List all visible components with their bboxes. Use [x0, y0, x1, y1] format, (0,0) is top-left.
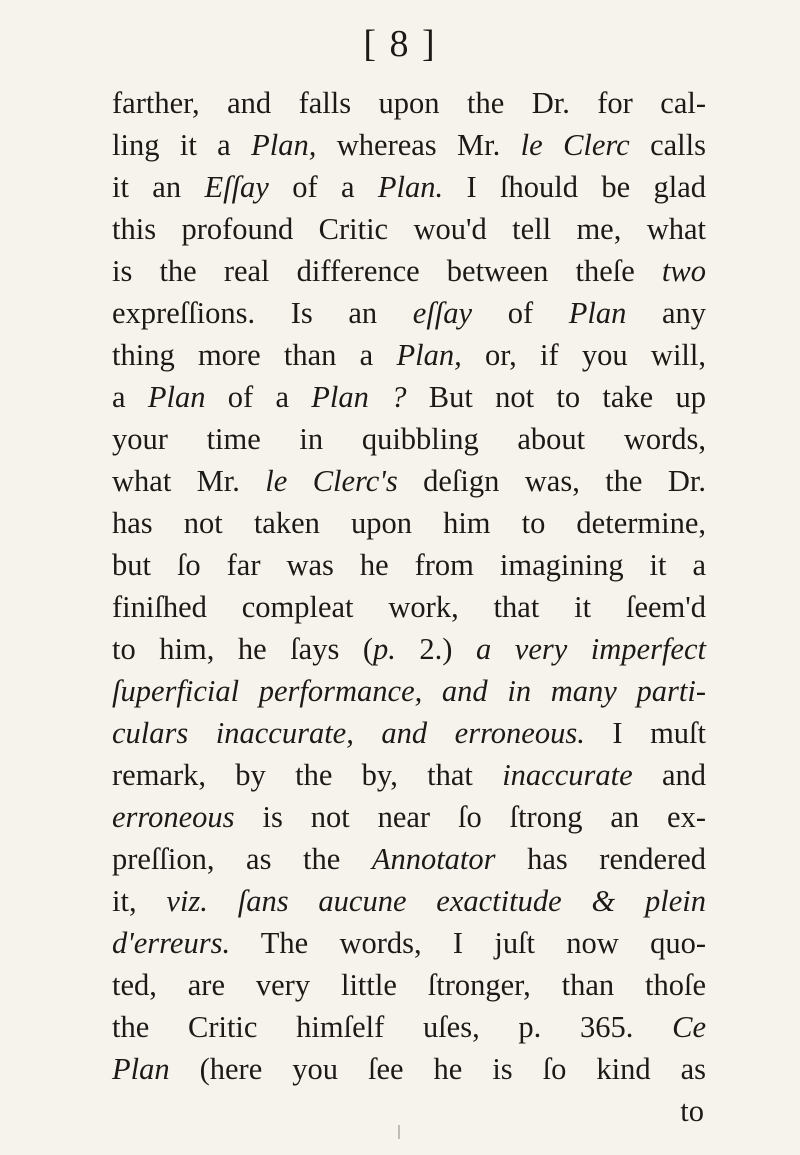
paper-mark: [398, 1125, 400, 1139]
text-line: [112, 502, 706, 544]
italic-run: Ce: [672, 1010, 706, 1044]
text-run: ling it a: [112, 128, 252, 162]
text-line: [112, 418, 706, 460]
italic-run: a very imperfect: [476, 632, 706, 666]
italic-run: Plan: [147, 380, 206, 414]
italic-run: Eſſay: [204, 170, 269, 204]
text-line: [112, 460, 706, 502]
text-run: I ſhould be glad: [443, 170, 706, 204]
text-run: finiſhed compleat work, that it ſeem'd: [112, 590, 706, 624]
text-run: it an: [112, 170, 205, 204]
text-line: [112, 880, 706, 922]
text-run: But not to take up: [406, 380, 706, 414]
text-run: what Mr.: [112, 464, 266, 498]
text-line: [112, 964, 706, 1006]
text-run: is the real difference between theſe: [112, 254, 662, 288]
text-run: has rendered: [495, 842, 706, 876]
text-run: or, if you will,: [461, 338, 707, 372]
text-line: [112, 376, 706, 418]
text-run: thing more than a: [112, 338, 397, 372]
italic-run: viz. ſans aucune exactitude & plein: [166, 884, 706, 918]
italic-run: le Clerc: [520, 128, 630, 162]
text-run: has not taken upon him to determine,: [112, 506, 706, 540]
text-line: [112, 838, 706, 880]
text-line: [112, 250, 706, 292]
text-run: this profound Critic wou'd tell me, what: [112, 212, 706, 246]
text-line: [112, 712, 706, 754]
text-line: [112, 544, 706, 586]
text-line: [112, 628, 706, 670]
text-line: [112, 1006, 706, 1048]
text-run: (here you ſee he is ſo kind as: [169, 1052, 706, 1086]
body-text: [112, 82, 706, 1132]
italic-run: Plan,: [251, 128, 317, 162]
catchword: to: [680, 1094, 704, 1128]
text-run: remark, by the by, that: [112, 758, 503, 792]
text-run: your time in quibbling about words,: [112, 422, 706, 456]
text-line: [112, 166, 706, 208]
text-run: expreſſions. Is an: [112, 296, 413, 330]
text-run: calls: [629, 128, 707, 162]
italic-run: Annotator: [371, 842, 496, 876]
text-run: and: [632, 758, 706, 792]
text-line: [112, 334, 706, 376]
italic-run: Plan ?: [311, 380, 407, 414]
italic-run: ſuperficial performance, and in many parti-: [112, 674, 706, 708]
text-line: [112, 208, 706, 250]
italic-run: erroneous: [112, 800, 235, 834]
text-run: it,: [112, 884, 167, 918]
text-run: but ſo far was he from imagining it a: [112, 548, 706, 582]
text-run: a: [112, 380, 148, 414]
italic-run: Plan,: [396, 338, 462, 372]
italic-run: inaccurate: [502, 758, 633, 792]
text-line: [112, 754, 706, 796]
text-line: [112, 670, 706, 712]
text-run: ted, are very little ſtronger, than thoſe: [112, 968, 706, 1002]
text-line: [112, 586, 706, 628]
text-run: of a: [205, 380, 312, 414]
text-run: to him, he ſays (: [112, 632, 374, 666]
text-run: preſſion, as the: [112, 842, 372, 876]
italic-run: Plan: [568, 296, 627, 330]
italic-run: Plan: [112, 1052, 170, 1086]
text-run: 2.): [395, 632, 476, 666]
text-line: [112, 124, 706, 166]
text-run: deſign was, the Dr.: [397, 464, 706, 498]
italic-run: two: [661, 254, 706, 288]
text-run: of: [472, 296, 569, 330]
text-run: the Critic himſelf uſes, p. 365.: [112, 1010, 673, 1044]
text-run: I muſt: [584, 716, 706, 750]
page-number: [ 8 ]: [363, 23, 437, 65]
italic-run: d'erreurs.: [112, 926, 231, 960]
italic-run: p.: [373, 632, 396, 666]
italic-run: culars inaccurate, and erroneous.: [112, 716, 585, 750]
italic-run: Plan.: [377, 170, 444, 204]
text-line: [112, 82, 706, 124]
italic-run: le Clerc's: [265, 464, 398, 498]
text-line: [112, 1048, 706, 1090]
text-run: any: [626, 296, 706, 330]
text-line: [112, 796, 706, 838]
text-line: [112, 292, 706, 334]
text-run: of a: [268, 170, 378, 204]
text-run: is not near ſo ſtrong an ex-: [234, 800, 706, 834]
text-line: [112, 922, 706, 964]
text-run: The words, I juſt now quo-: [230, 926, 706, 960]
text-run: whereas Mr.: [316, 128, 521, 162]
italic-run: eſſay: [412, 296, 473, 330]
text-run: farther, and falls upon the Dr. for cal-: [112, 86, 706, 120]
